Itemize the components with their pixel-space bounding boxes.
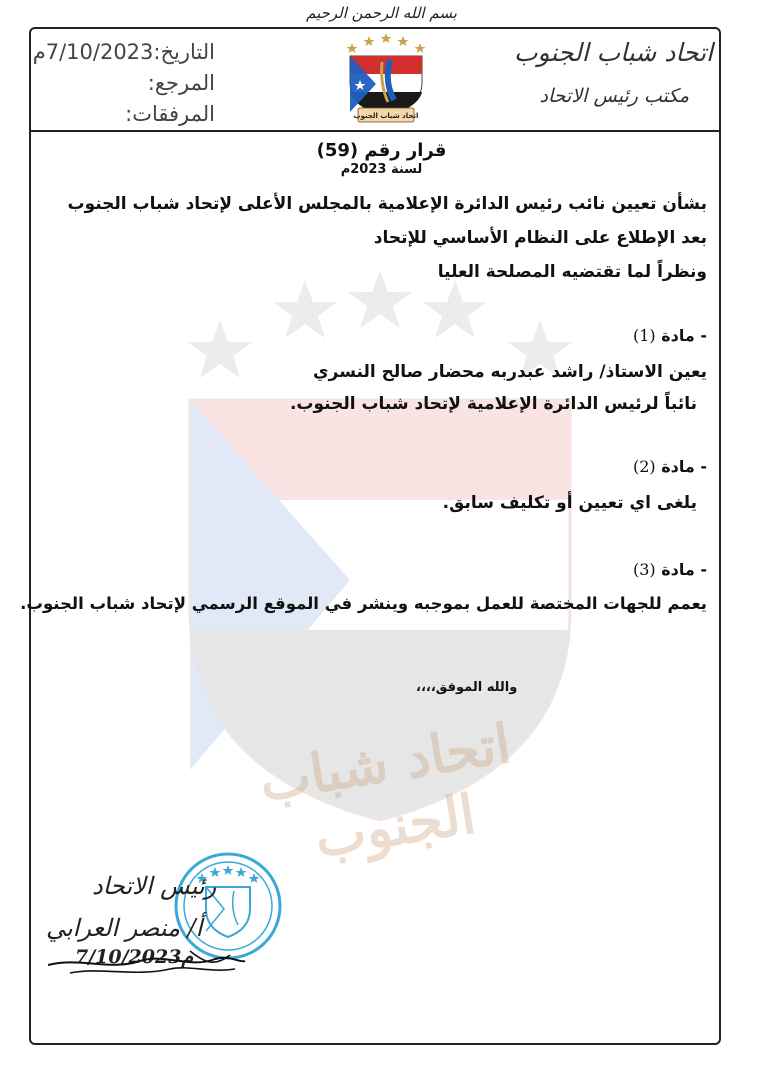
decision-title: قرار رقم (59) xyxy=(316,140,447,161)
reference-field: المرجع: xyxy=(147,71,215,95)
header-divider xyxy=(31,130,719,132)
preamble-line: بعد الإطلاع على النظام الأساسي للإتحاد xyxy=(373,228,707,248)
logo-label: اتحاد شباب الجنوب xyxy=(353,112,419,120)
article-heading xyxy=(633,560,707,579)
decision-year: لسنة 2023م xyxy=(340,162,423,177)
watermark-text: اتحاد شباب الجنوب xyxy=(255,710,515,870)
article-heading xyxy=(633,326,707,345)
basmala: بسم الله الرحمن الرحيم xyxy=(306,4,457,22)
preamble-line: بشأن تعيين نائب رئيس الدائرة الإعلامية بالمجلس الأعلى لإتحاد شباب الجنوب xyxy=(67,194,707,214)
article-text: يلغى اي تعيين أو تكليف سابق. xyxy=(442,493,697,513)
attachments-field: المرفقات: xyxy=(125,102,215,126)
handwritten-signature xyxy=(40,943,250,983)
union-logo xyxy=(338,30,434,126)
article-text: يعين الاستاذ/ راشد عبدربه محضار صالح النسري xyxy=(313,362,707,382)
article-heading xyxy=(633,457,707,476)
article-label: - مادة xyxy=(661,457,707,476)
organization-name: اتحاد شباب الجنوب xyxy=(513,38,713,67)
office-name: مكتب رئيس الاتحاد xyxy=(539,85,689,107)
closing-line: والله الموفق،،،، xyxy=(416,680,518,695)
preamble-line: ونظراً لما تقتضيه المصلحة العليا xyxy=(437,262,707,282)
article-label: - مادة xyxy=(661,560,707,579)
article-text: يعمم للجهات المختصة للعمل بموجبه وينشر في الموقع الرسمي لإتحاد شباب الجنوب. xyxy=(20,594,707,613)
date-field: التاريخ:7/10/2023م xyxy=(32,40,215,64)
signatory-title: رئيس الاتحاد xyxy=(92,872,217,900)
article-text: نائباً لرئيس الدائرة الإعلامية لإتحاد شباب الجنوب. xyxy=(289,394,697,414)
signatory-name: أ/ منصر العرابي xyxy=(46,914,203,942)
article-label: - مادة xyxy=(661,326,707,345)
article-number: (1) xyxy=(632,326,656,345)
signature-date: 7/10/2023م xyxy=(75,946,194,968)
article-number: (3) xyxy=(632,560,656,579)
article-number: (2) xyxy=(632,457,656,476)
logo-stars-icon xyxy=(347,33,426,53)
